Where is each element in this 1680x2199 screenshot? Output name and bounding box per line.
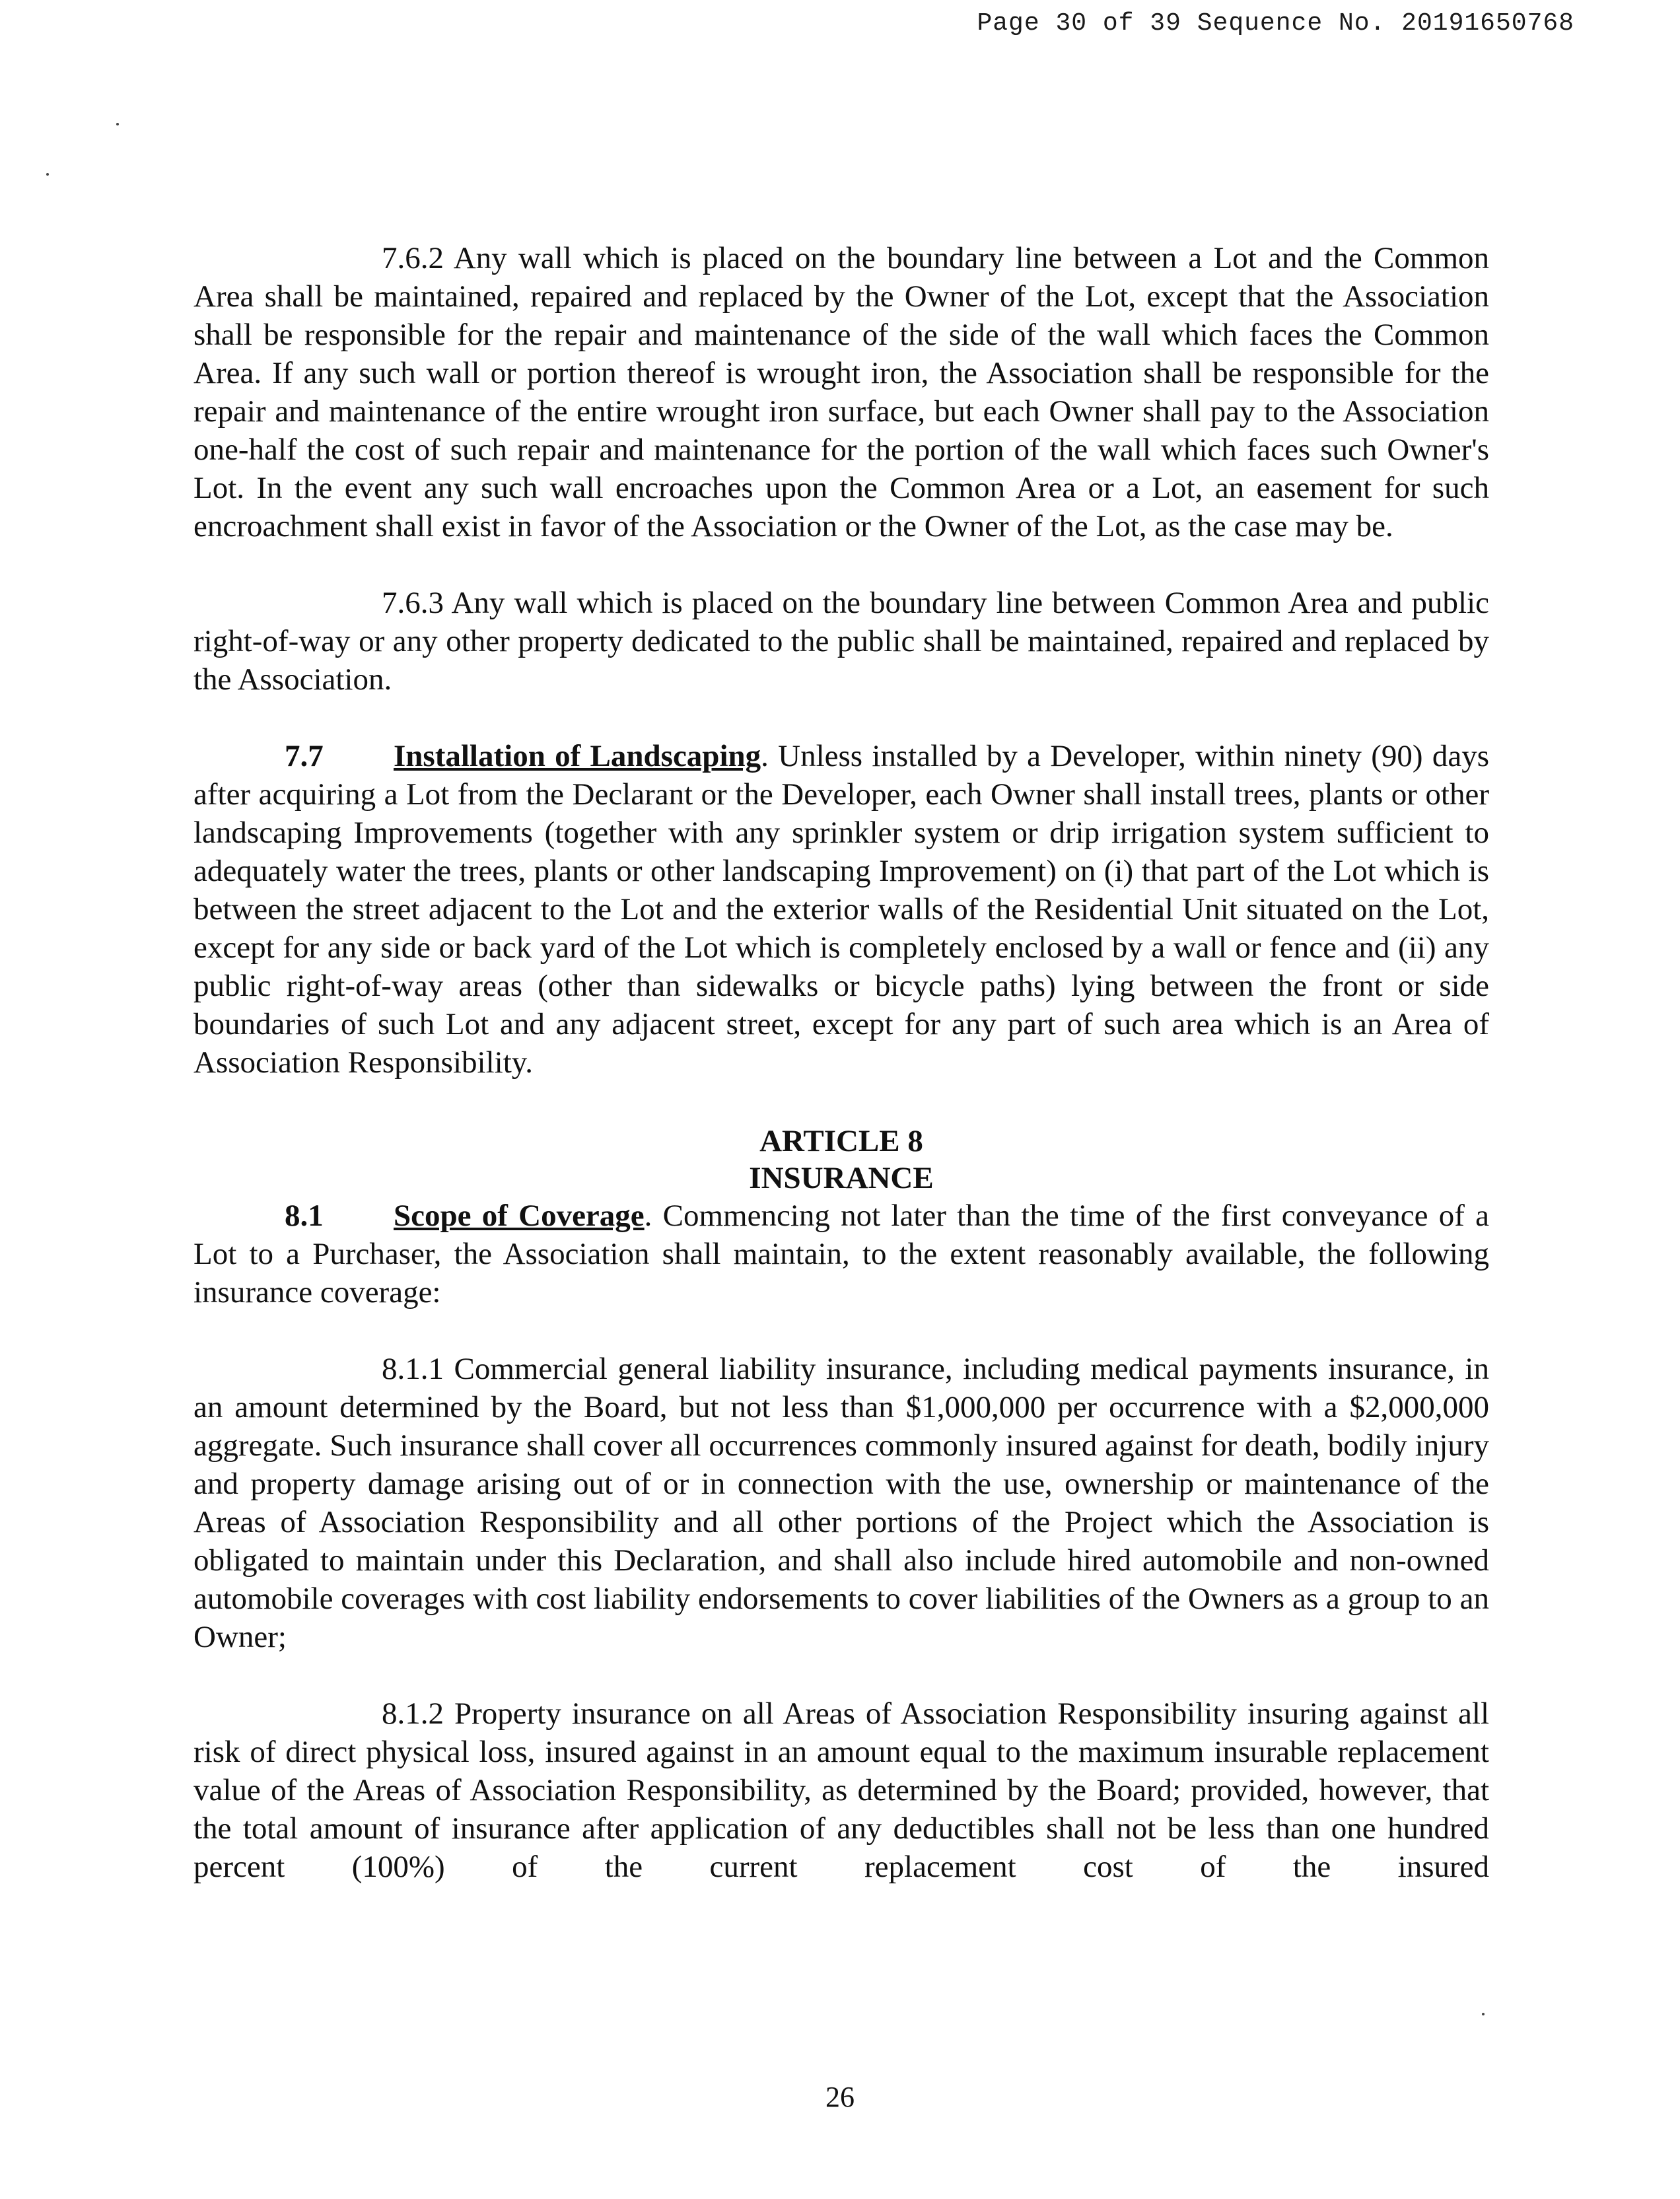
- article-label: ARTICLE 8: [759, 1124, 923, 1158]
- section-number: 7.7: [285, 739, 324, 773]
- scan-speck: [116, 123, 119, 125]
- article-heading: [193, 1123, 1489, 1197]
- article-title: INSURANCE: [749, 1161, 934, 1195]
- scan-speck: [1482, 2013, 1485, 2015]
- section-body: . Commencing not later than the time of the first conveyance of a Lot to a Purchaser, the Association shall maintain, to the extent reasonably available, the following insurance coverage:: [193, 1199, 1489, 1309]
- section-title: Scope of Coverage: [394, 1199, 645, 1233]
- page-header: Page 30 of 39 Sequence No. 20191650768: [977, 9, 1574, 38]
- section-title: Installation of Landscaping: [394, 739, 761, 773]
- section-7-6-2: 7.6.2 Any wall which is placed on the boundary line between a Lot and the Common Area shall be maintained, repaired and replaced by the Owner of the Lot, except that the Association shall be responsible for the repair and maintenance of the side of the wall which faces the Common Area. If any such wall or portion thereof is wrought iron, the Association shall be responsible for the repair and maintenance of the entire wrought iron surface, but each Owner shall pay to the Association one-half the cost of such repair and maintenance for the portion of the wall which faces such Owner's Lot. In the event any such wall encroaches upon the Common Area or a Lot, an easement for such encroachment shall exist in favor of the Association or the Owner of the Lot, as the case may be.: [193, 241, 1489, 543]
- scan-speck: [46, 173, 49, 176]
- section-8-1-1: 8.1.1 Commercial general liability insurance, including medical payments insurance, in an amount determined by the Board, but not less than $1,000,000 per occurrence with a $2,000,000 aggregate. Such insurance shall cover all occurrences commonly insured against for death, bodily injury and property damage arising out of or in connection with the use, ownership or maintenance of the Areas of Association Responsibility and all other portions of the Project which the Association is obligated to maintain under this Declaration, and shall also include hired automobile and non-owned automobile coverages with cost liability endorsements to cover liabilities of the Owners as a group to an Owner;: [193, 1352, 1489, 1654]
- section-body: . Unless installed by a Developer, within ninety (90) days after acquiring a Lot from the Declarant or the Developer, each Owner shall install trees, plants or other landscaping Improvements (together with any sprinkler system or drip irrigation system sufficient to adequately water the trees, plants or other landscaping Improvement) on (i) that part of the Lot which is between the street adjacent to the Lot and the exterior walls of the Residential Unit situated on the Lot, except for any side or back yard of the Lot which is completely enclosed by a wall or fence and (ii) any public right-of-way areas (other than sidewalks or bicycle paths) lying between the front or side boundaries of such Lot and any adjacent street, except for any part of such area which is an Area of Association Responsibility.: [193, 739, 1489, 1080]
- section-7-7: [193, 737, 1489, 1082]
- section-8-1: [193, 1197, 1489, 1311]
- section-7-6-3: 7.6.3 Any wall which is placed on the boundary line between Common Area and public right-of-way or any other property dedicated to the public shall be maintained, repaired and replaced by the Association.: [193, 586, 1489, 697]
- section-8-1-2: 8.1.2 Property insurance on all Areas of Association Responsibility insuring against all risk of direct physical loss, insured against in an amount equal to the maximum insurable replacement value of the Areas of Association Responsibility, as determined by the Board; provided, however, that the total amount of insurance after application of any deductibles shall not be less than one hundred percent (100%) of the current replacement cost of the insured: [193, 1696, 1489, 1884]
- section-number: 8.1: [285, 1199, 324, 1233]
- page-number: 26: [825, 2081, 855, 2113]
- document-body: [193, 239, 1489, 1886]
